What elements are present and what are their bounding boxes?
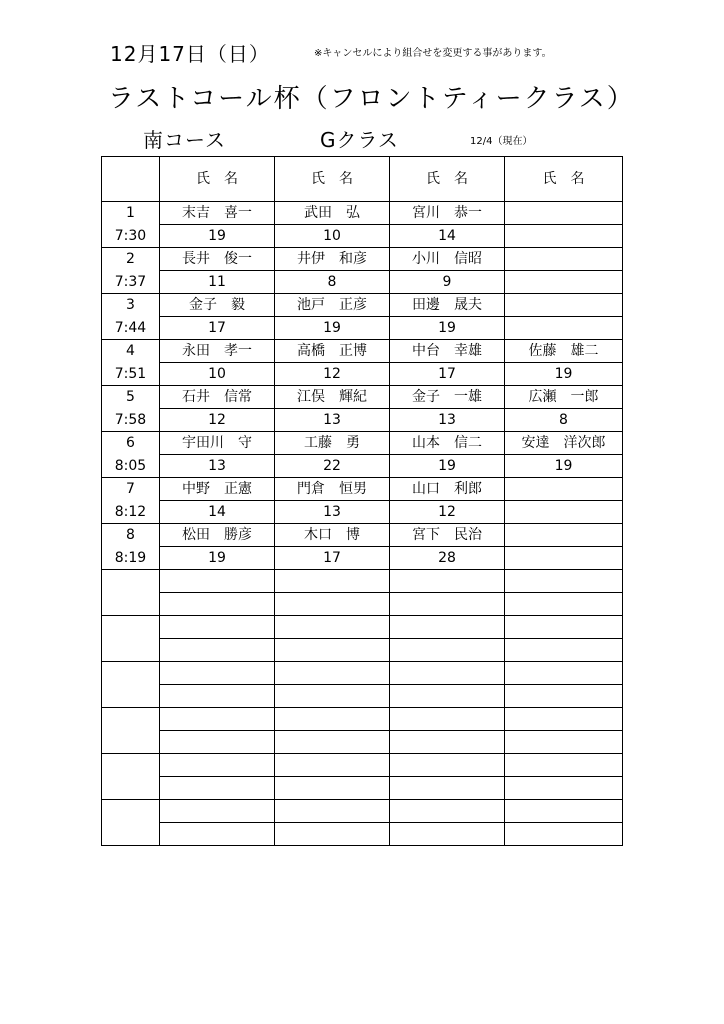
- group-score-row: [102, 731, 623, 754]
- player-handicap: 12: [390, 501, 505, 524]
- player-handicap: 19: [160, 225, 275, 248]
- class-name: Gクラス: [320, 128, 399, 152]
- player-name: [160, 616, 275, 639]
- player-name: 井伊 和彦: [275, 248, 390, 271]
- player-name: [160, 662, 275, 685]
- player-name: [160, 708, 275, 731]
- player-handicap: 13: [275, 501, 390, 524]
- table-header-row: [102, 157, 623, 202]
- player-name: [505, 248, 623, 271]
- player-handicap: [505, 823, 623, 846]
- player-name: [505, 800, 623, 823]
- player-handicap: [390, 823, 505, 846]
- player-name: 池戸 正彦: [275, 294, 390, 317]
- group-name-row: [102, 800, 623, 823]
- player-name: 長井 俊一: [160, 248, 275, 271]
- player-handicap: 10: [275, 225, 390, 248]
- player-name: [160, 754, 275, 777]
- player-name: 石井 信常: [160, 386, 275, 409]
- player-handicap: [160, 685, 275, 708]
- group-score-row: [102, 501, 623, 524]
- header-cell: 氏 名: [160, 157, 275, 202]
- player-handicap: 10: [160, 363, 275, 386]
- player-name: 木口 博: [275, 524, 390, 547]
- player-handicap: [160, 777, 275, 800]
- group-cell: [102, 616, 160, 662]
- pairing-table: [101, 156, 623, 846]
- group-cell: [102, 800, 160, 846]
- tee-time: 8:05: [114, 458, 147, 474]
- player-name: [505, 754, 623, 777]
- player-handicap: 8: [505, 409, 623, 432]
- player-name: 末吉 喜一: [160, 202, 275, 225]
- header-cell: 氏 名: [505, 157, 623, 202]
- group-cell: [102, 432, 160, 478]
- group-cell: [102, 478, 160, 524]
- player-name: [505, 524, 623, 547]
- player-handicap: [505, 317, 623, 340]
- player-handicap: 19: [505, 455, 623, 478]
- group-score-row: [102, 363, 623, 386]
- player-name: [505, 202, 623, 225]
- player-handicap: 14: [160, 501, 275, 524]
- player-handicap: [275, 777, 390, 800]
- group-name-row: [102, 202, 623, 225]
- group-number: [102, 754, 159, 777]
- player-handicap: 19: [390, 317, 505, 340]
- group-number: [102, 616, 159, 639]
- group-score-row: [102, 639, 623, 662]
- player-name: 安達 洋次郎: [505, 432, 623, 455]
- group-cell: [102, 248, 160, 294]
- group-cell: [102, 570, 160, 616]
- group-name-row: [102, 708, 623, 731]
- tee-time: [102, 777, 159, 799]
- group-number: 7: [126, 481, 135, 497]
- group-name-row: [102, 616, 623, 639]
- group-cell: [102, 386, 160, 432]
- player-name: 武田 弘: [275, 202, 390, 225]
- player-handicap: [160, 823, 275, 846]
- player-handicap: 19: [390, 455, 505, 478]
- player-name: 中野 正憲: [160, 478, 275, 501]
- tee-time: 8:19: [114, 550, 147, 566]
- group-number: [102, 570, 159, 593]
- player-name: 田邊 晟夫: [390, 294, 505, 317]
- header-cell: 氏 名: [275, 157, 390, 202]
- player-handicap: [505, 271, 623, 294]
- header-cell: [102, 157, 160, 202]
- group-name-row: [102, 662, 623, 685]
- group-name-row: [102, 570, 623, 593]
- group-number: 5: [126, 389, 135, 405]
- player-name: [160, 570, 275, 593]
- tee-time: 7:58: [114, 412, 147, 428]
- player-handicap: 8: [275, 271, 390, 294]
- group-cell: [102, 294, 160, 340]
- group-number: [102, 708, 159, 731]
- player-name: 永田 孝一: [160, 340, 275, 363]
- group-name-row: [102, 248, 623, 271]
- group-number: [102, 662, 159, 685]
- player-name: [390, 800, 505, 823]
- player-handicap: [275, 731, 390, 754]
- event-date: 12月17日（日）: [110, 42, 270, 66]
- tee-time: [102, 685, 159, 707]
- player-name: [390, 662, 505, 685]
- group-number: 2: [126, 251, 135, 267]
- player-handicap: [505, 685, 623, 708]
- group-number: 1: [126, 205, 135, 221]
- player-name: 金子 一雄: [390, 386, 505, 409]
- player-handicap: [275, 593, 390, 616]
- player-name: 山本 信二: [390, 432, 505, 455]
- player-name: 江俣 輝紀: [275, 386, 390, 409]
- group-score-row: [102, 777, 623, 800]
- group-number: 8: [126, 527, 135, 543]
- group-score-row: [102, 685, 623, 708]
- player-name: [275, 708, 390, 731]
- tee-time: 7:44: [114, 320, 147, 336]
- player-name: 宮川 恭一: [390, 202, 505, 225]
- player-handicap: [505, 593, 623, 616]
- player-name: [275, 570, 390, 593]
- player-name: 金子 毅: [160, 294, 275, 317]
- player-name: [390, 570, 505, 593]
- player-handicap: [505, 547, 623, 570]
- player-handicap: 12: [275, 363, 390, 386]
- player-handicap: [160, 731, 275, 754]
- player-name: 高橋 正博: [275, 340, 390, 363]
- player-handicap: [160, 593, 275, 616]
- course-name: 南コース: [143, 128, 226, 152]
- group-number: [102, 800, 159, 823]
- player-name: [505, 570, 623, 593]
- player-handicap: 12: [160, 409, 275, 432]
- tee-time: 7:37: [114, 274, 147, 290]
- tee-time: 7:51: [114, 366, 147, 382]
- group-score-row: [102, 409, 623, 432]
- tee-time: 8:12: [114, 504, 147, 520]
- as-of-date: 12/4（現在）: [470, 136, 533, 147]
- player-handicap: [390, 731, 505, 754]
- player-handicap: 17: [160, 317, 275, 340]
- tee-time: [102, 593, 159, 615]
- player-handicap: [275, 823, 390, 846]
- player-handicap: 9: [390, 271, 505, 294]
- group-cell: [102, 202, 160, 248]
- player-handicap: [390, 639, 505, 662]
- player-handicap: [390, 777, 505, 800]
- player-handicap: 13: [275, 409, 390, 432]
- group-name-row: [102, 432, 623, 455]
- player-name: [505, 708, 623, 731]
- player-name: [505, 662, 623, 685]
- tee-time: [102, 639, 159, 661]
- player-handicap: 17: [390, 363, 505, 386]
- group-name-row: [102, 340, 623, 363]
- player-handicap: [505, 225, 623, 248]
- player-handicap: [160, 639, 275, 662]
- group-name-row: [102, 478, 623, 501]
- player-name: [275, 754, 390, 777]
- player-handicap: 11: [160, 271, 275, 294]
- group-name-row: [102, 386, 623, 409]
- tee-time: [102, 823, 159, 845]
- player-name: 門倉 恒男: [275, 478, 390, 501]
- group-name-row: [102, 754, 623, 777]
- group-score-row: [102, 455, 623, 478]
- player-handicap: [505, 501, 623, 524]
- player-name: 中台 幸雄: [390, 340, 505, 363]
- player-name: 小川 信昭: [390, 248, 505, 271]
- player-handicap: [390, 593, 505, 616]
- player-name: 宇田川 守: [160, 432, 275, 455]
- player-name: 山口 利郎: [390, 478, 505, 501]
- player-name: 広瀬 一郎: [505, 386, 623, 409]
- player-name: [390, 754, 505, 777]
- player-handicap: [505, 639, 623, 662]
- player-name: [275, 662, 390, 685]
- cancellation-note: ※キャンセルにより組合せを変更する事があります。: [314, 48, 552, 59]
- group-score-row: [102, 593, 623, 616]
- group-name-row: [102, 294, 623, 317]
- group-name-row: [102, 524, 623, 547]
- player-name: 工藤 勇: [275, 432, 390, 455]
- group-score-row: [102, 317, 623, 340]
- player-handicap: [275, 685, 390, 708]
- player-name: [275, 800, 390, 823]
- group-cell: [102, 708, 160, 754]
- group-number: 3: [126, 297, 135, 313]
- group-cell: [102, 340, 160, 386]
- player-handicap: [390, 685, 505, 708]
- player-name: 松田 勝彦: [160, 524, 275, 547]
- player-handicap: 28: [390, 547, 505, 570]
- player-name: [390, 616, 505, 639]
- player-handicap: 19: [160, 547, 275, 570]
- player-name: [505, 478, 623, 501]
- group-score-row: [102, 225, 623, 248]
- player-handicap: 22: [275, 455, 390, 478]
- player-handicap: 19: [505, 363, 623, 386]
- tee-time: 7:30: [114, 228, 147, 244]
- player-handicap: 14: [390, 225, 505, 248]
- group-number: 6: [126, 435, 135, 451]
- player-name: [275, 616, 390, 639]
- group-score-row: [102, 271, 623, 294]
- player-handicap: 19: [275, 317, 390, 340]
- group-score-row: [102, 547, 623, 570]
- player-handicap: [275, 639, 390, 662]
- player-handicap: [505, 731, 623, 754]
- player-name: 宮下 民治: [390, 524, 505, 547]
- group-cell: [102, 754, 160, 800]
- header-cell: 氏 名: [390, 157, 505, 202]
- player-name: [505, 294, 623, 317]
- group-cell: [102, 662, 160, 708]
- group-score-row: [102, 823, 623, 846]
- group-number: 4: [126, 343, 135, 359]
- tee-time: [102, 731, 159, 753]
- player-handicap: 13: [390, 409, 505, 432]
- player-handicap: 17: [275, 547, 390, 570]
- group-cell: [102, 524, 160, 570]
- player-handicap: 13: [160, 455, 275, 478]
- player-name: [160, 800, 275, 823]
- player-name: [390, 708, 505, 731]
- player-name: 佐藤 雄二: [505, 340, 623, 363]
- player-handicap: [505, 777, 623, 800]
- page-title: ラストコール杯（フロントティークラス）: [108, 84, 635, 114]
- player-name: [505, 616, 623, 639]
